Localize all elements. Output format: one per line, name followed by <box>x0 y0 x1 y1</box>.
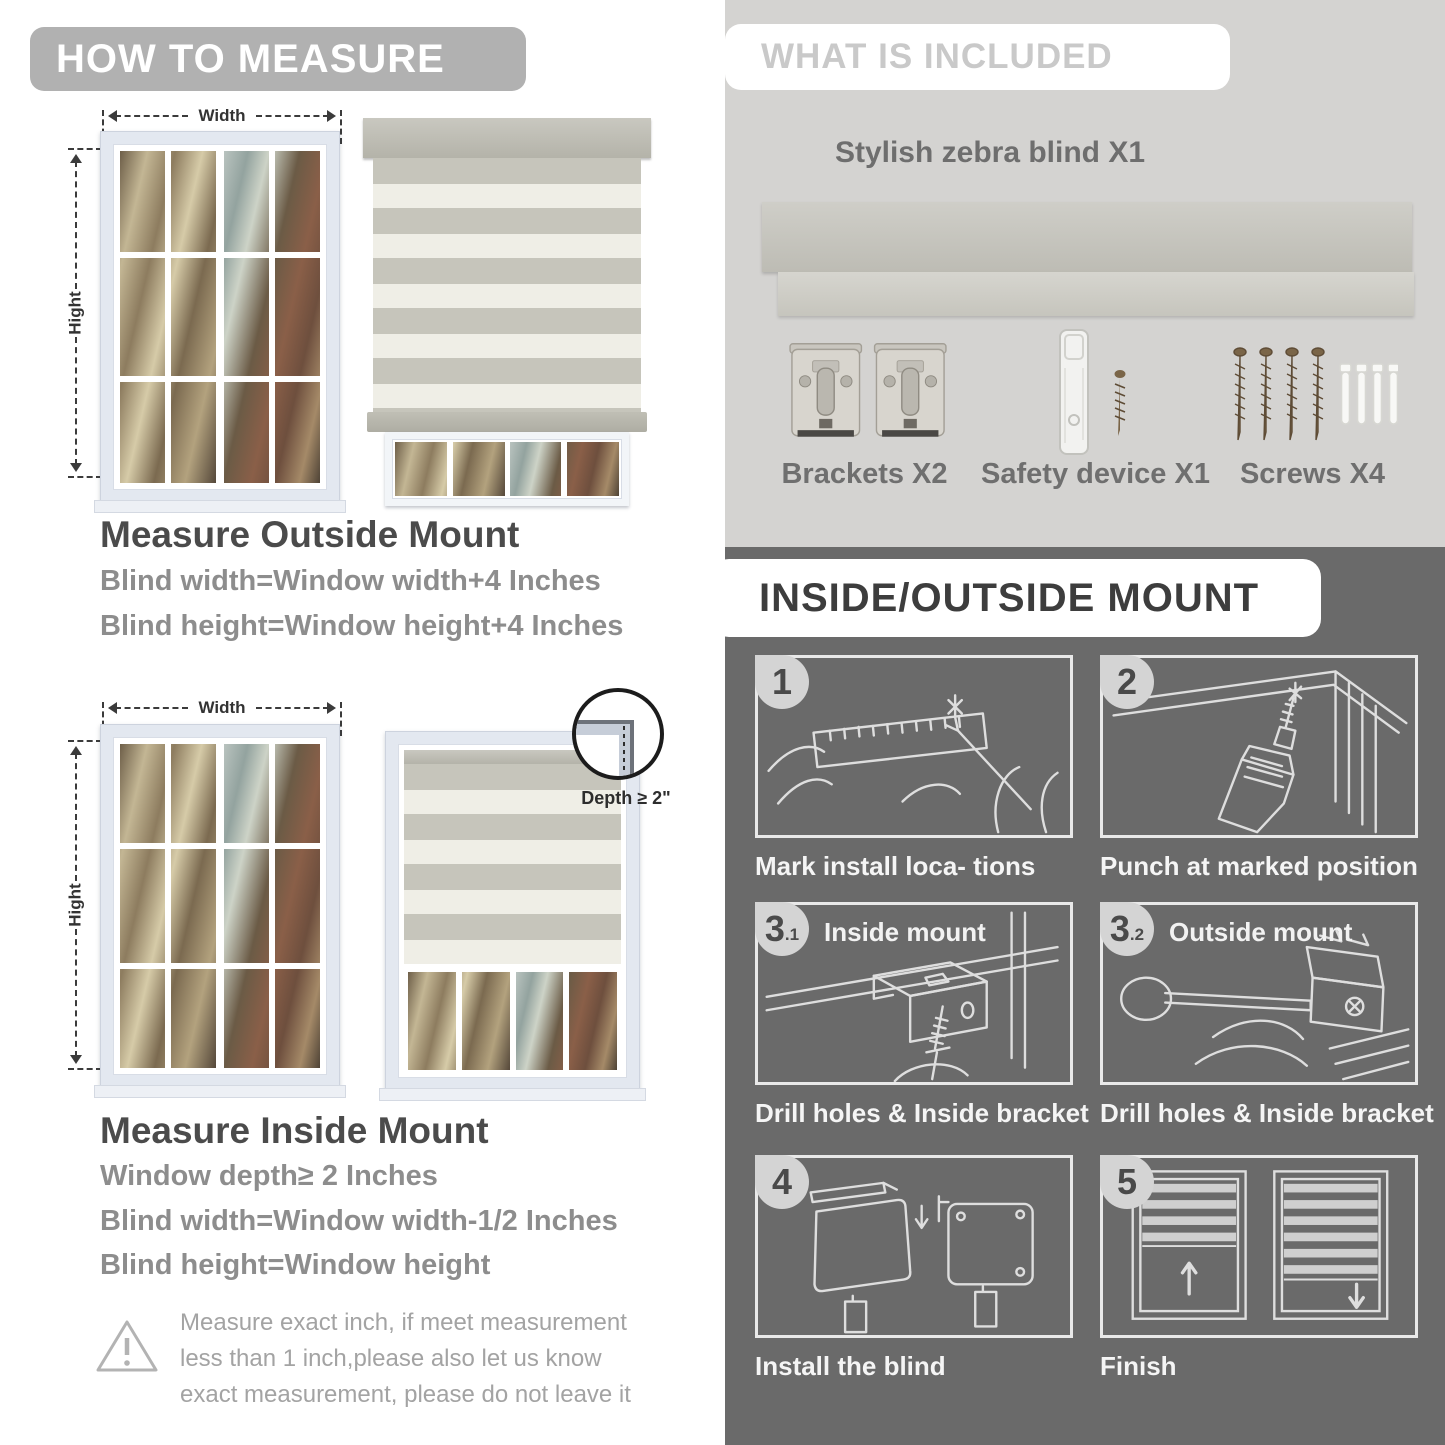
dimension-tick <box>68 148 102 150</box>
inside-mount-line-3: Blind height=Window height <box>100 1249 491 1281</box>
step-1-illustration <box>755 655 1073 838</box>
blind-headrail-image <box>762 202 1412 272</box>
step-4 <box>755 1155 1073 1382</box>
safety-device-label: Safety device X1 <box>981 458 1210 490</box>
warning-triangle-icon <box>95 1317 159 1377</box>
inside-outside-mount-header: INSIDE/OUTSIDE MOUNT <box>711 559 1321 637</box>
width-label: Width <box>198 106 246 125</box>
inside-mount-line-2: Blind width=Window width-1/2 Inches <box>100 1205 618 1237</box>
depth-label: Depth ≥ 2" <box>581 788 671 808</box>
step-3-1-label: Inside mount <box>824 917 986 947</box>
blind-fabric-stripes <box>373 158 641 412</box>
step-number-badge: 5 <box>1100 1155 1154 1209</box>
blind-headrail <box>363 118 651 158</box>
height-label: Hight <box>66 883 85 927</box>
window-pane-photo <box>120 151 216 483</box>
step-3-2-illustration <box>1100 902 1418 1085</box>
dimension-tick <box>340 110 342 144</box>
step-number-badge: 3 .1 <box>755 902 809 956</box>
window-below-blind <box>385 432 629 506</box>
inside-mount-title: Measure Inside Mount <box>100 1110 489 1151</box>
how-to-measure-header: HOW TO MEASURE <box>30 27 526 91</box>
step-3-1-illustration <box>755 902 1073 1085</box>
step-2 <box>1100 655 1418 882</box>
screws-label: Screws X4 <box>1239 458 1386 490</box>
outside-mount-line-1: Blind width=Window width+4 Inches <box>100 565 601 597</box>
blind-bottom-rail <box>367 412 647 432</box>
zebra-blind-product-label: Stylish zebra blind X1 <box>834 136 1146 169</box>
outside-mount-title: Measure Outside Mount <box>100 514 520 555</box>
dimension-tick <box>68 476 102 478</box>
brackets-label: Brackets X2 <box>781 458 948 490</box>
window-below-blind <box>408 972 617 1070</box>
step-4-caption: Install the blind <box>755 1351 946 1381</box>
brackets-image <box>788 340 948 454</box>
step-number-badge: 3 .2 <box>1100 902 1154 956</box>
step-3-1 <box>755 902 1089 1129</box>
step-4-illustration <box>755 1155 1073 1338</box>
step-3-1-caption: Drill holes & Inside bracket <box>755 1098 1089 1128</box>
screws-image <box>1228 340 1398 452</box>
step-number-badge: 2 <box>1100 655 1154 709</box>
step-5-illustration <box>1100 1155 1418 1338</box>
step-3-2 <box>1100 902 1434 1129</box>
height-label: Hight <box>66 291 85 335</box>
window-pane-photo <box>224 151 320 483</box>
window-corner-detail <box>576 692 660 776</box>
step-5 <box>1100 1155 1418 1382</box>
step-1-caption: Mark install loca- tions <box>755 851 1036 881</box>
step-3-2-label: Outside mount <box>1169 917 1353 947</box>
outside-mount-line-2: Blind height=Window height+4 Inches <box>100 610 624 642</box>
step-1 <box>755 655 1073 882</box>
height-dimension-outside <box>66 148 86 478</box>
safety-device-image <box>1048 328 1148 458</box>
window-diagram-inside-mount <box>100 724 340 1088</box>
depth-magnifier-circle <box>572 688 664 780</box>
width-dimension-inside <box>102 698 342 718</box>
blind-headrail-lower-image <box>778 272 1414 316</box>
zebra-blind-inside-preview <box>385 731 640 1091</box>
step-5-caption: Finish <box>1100 1351 1177 1381</box>
zebra-blind-outside-preview <box>363 118 651 506</box>
height-dimension-inside <box>66 740 86 1070</box>
step-number-badge: 1 <box>755 655 809 709</box>
inside-mount-line-1: Window depth≥ 2 Inches <box>100 1160 438 1192</box>
step-3-2-caption: Drill holes & Inside bracket <box>1100 1098 1434 1128</box>
step-2-caption: Punch at marked position <box>1100 851 1418 881</box>
width-label: Width <box>198 698 246 717</box>
step-number-badge: 4 <box>755 1155 809 1209</box>
window-diagram-outside-mount <box>100 131 340 503</box>
what-is-included-header: WHAT IS INCLUDED <box>725 24 1230 90</box>
warning-text: Measure exact inch, if meet measurement less than 1 inch,please also let us know exact measurement, please do not leave it <box>180 1309 631 1408</box>
width-dimension-outside <box>102 106 342 126</box>
step-2-illustration <box>1100 655 1418 838</box>
